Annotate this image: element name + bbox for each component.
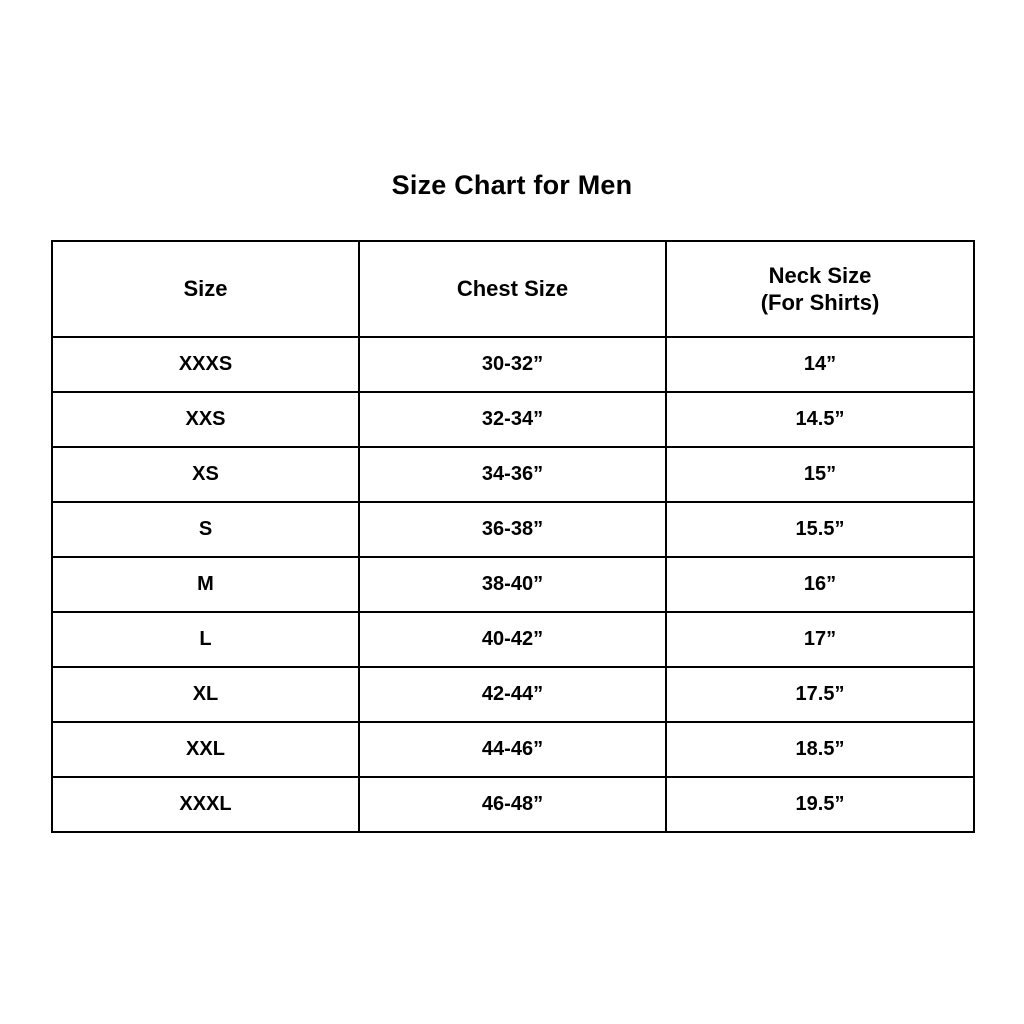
table-header-row [52, 241, 974, 337]
cell-size: XXXL [52, 777, 359, 832]
cell-chest: 34-36” [359, 447, 666, 502]
cell-size: S [52, 502, 359, 557]
cell-chest: 30-32” [359, 337, 666, 392]
cell-size: XXS [52, 392, 359, 447]
column-header-neck-label: Neck Size [768, 262, 872, 288]
cell-size: XL [52, 667, 359, 722]
column-header-chest [359, 241, 666, 337]
table-row [52, 392, 974, 447]
cell-neck: 17” [666, 612, 974, 667]
cell-neck: 19.5” [666, 777, 974, 832]
column-header-size-label: Size [183, 276, 228, 302]
table-row [52, 667, 974, 722]
cell-neck: 15.5” [666, 502, 974, 557]
size-chart-table [51, 240, 975, 833]
cell-size: M [52, 557, 359, 612]
cell-neck: 17.5” [666, 667, 974, 722]
table-row [52, 337, 974, 392]
table-row [52, 447, 974, 502]
cell-size: XXL [52, 722, 359, 777]
cell-chest: 44-46” [359, 722, 666, 777]
cell-neck: 16” [666, 557, 974, 612]
size-chart-table-wrapper [51, 240, 973, 833]
column-header-neck [666, 241, 974, 337]
cell-size: XS [52, 447, 359, 502]
cell-neck: 14.5” [666, 392, 974, 447]
cell-chest: 46-48” [359, 777, 666, 832]
table-row [52, 612, 974, 667]
column-header-neck-sublabel: (For Shirts) [760, 290, 880, 315]
cell-chest: 38-40” [359, 557, 666, 612]
cell-neck: 18.5” [666, 722, 974, 777]
cell-chest: 42-44” [359, 667, 666, 722]
cell-neck: 15” [666, 447, 974, 502]
cell-chest: 36-38” [359, 502, 666, 557]
table-body [52, 337, 974, 832]
cell-neck: 14” [666, 337, 974, 392]
cell-chest: 32-34” [359, 392, 666, 447]
table-row [52, 557, 974, 612]
cell-size: XXXS [52, 337, 359, 392]
column-header-chest-label: Chest Size [456, 276, 569, 302]
page-title: Size Chart for Men [391, 170, 633, 200]
cell-size: L [52, 612, 359, 667]
table-row [52, 722, 974, 777]
table-header [52, 241, 974, 337]
column-header-size [52, 241, 359, 337]
table-row [52, 777, 974, 832]
table-row [52, 502, 974, 557]
cell-chest: 40-42” [359, 612, 666, 667]
